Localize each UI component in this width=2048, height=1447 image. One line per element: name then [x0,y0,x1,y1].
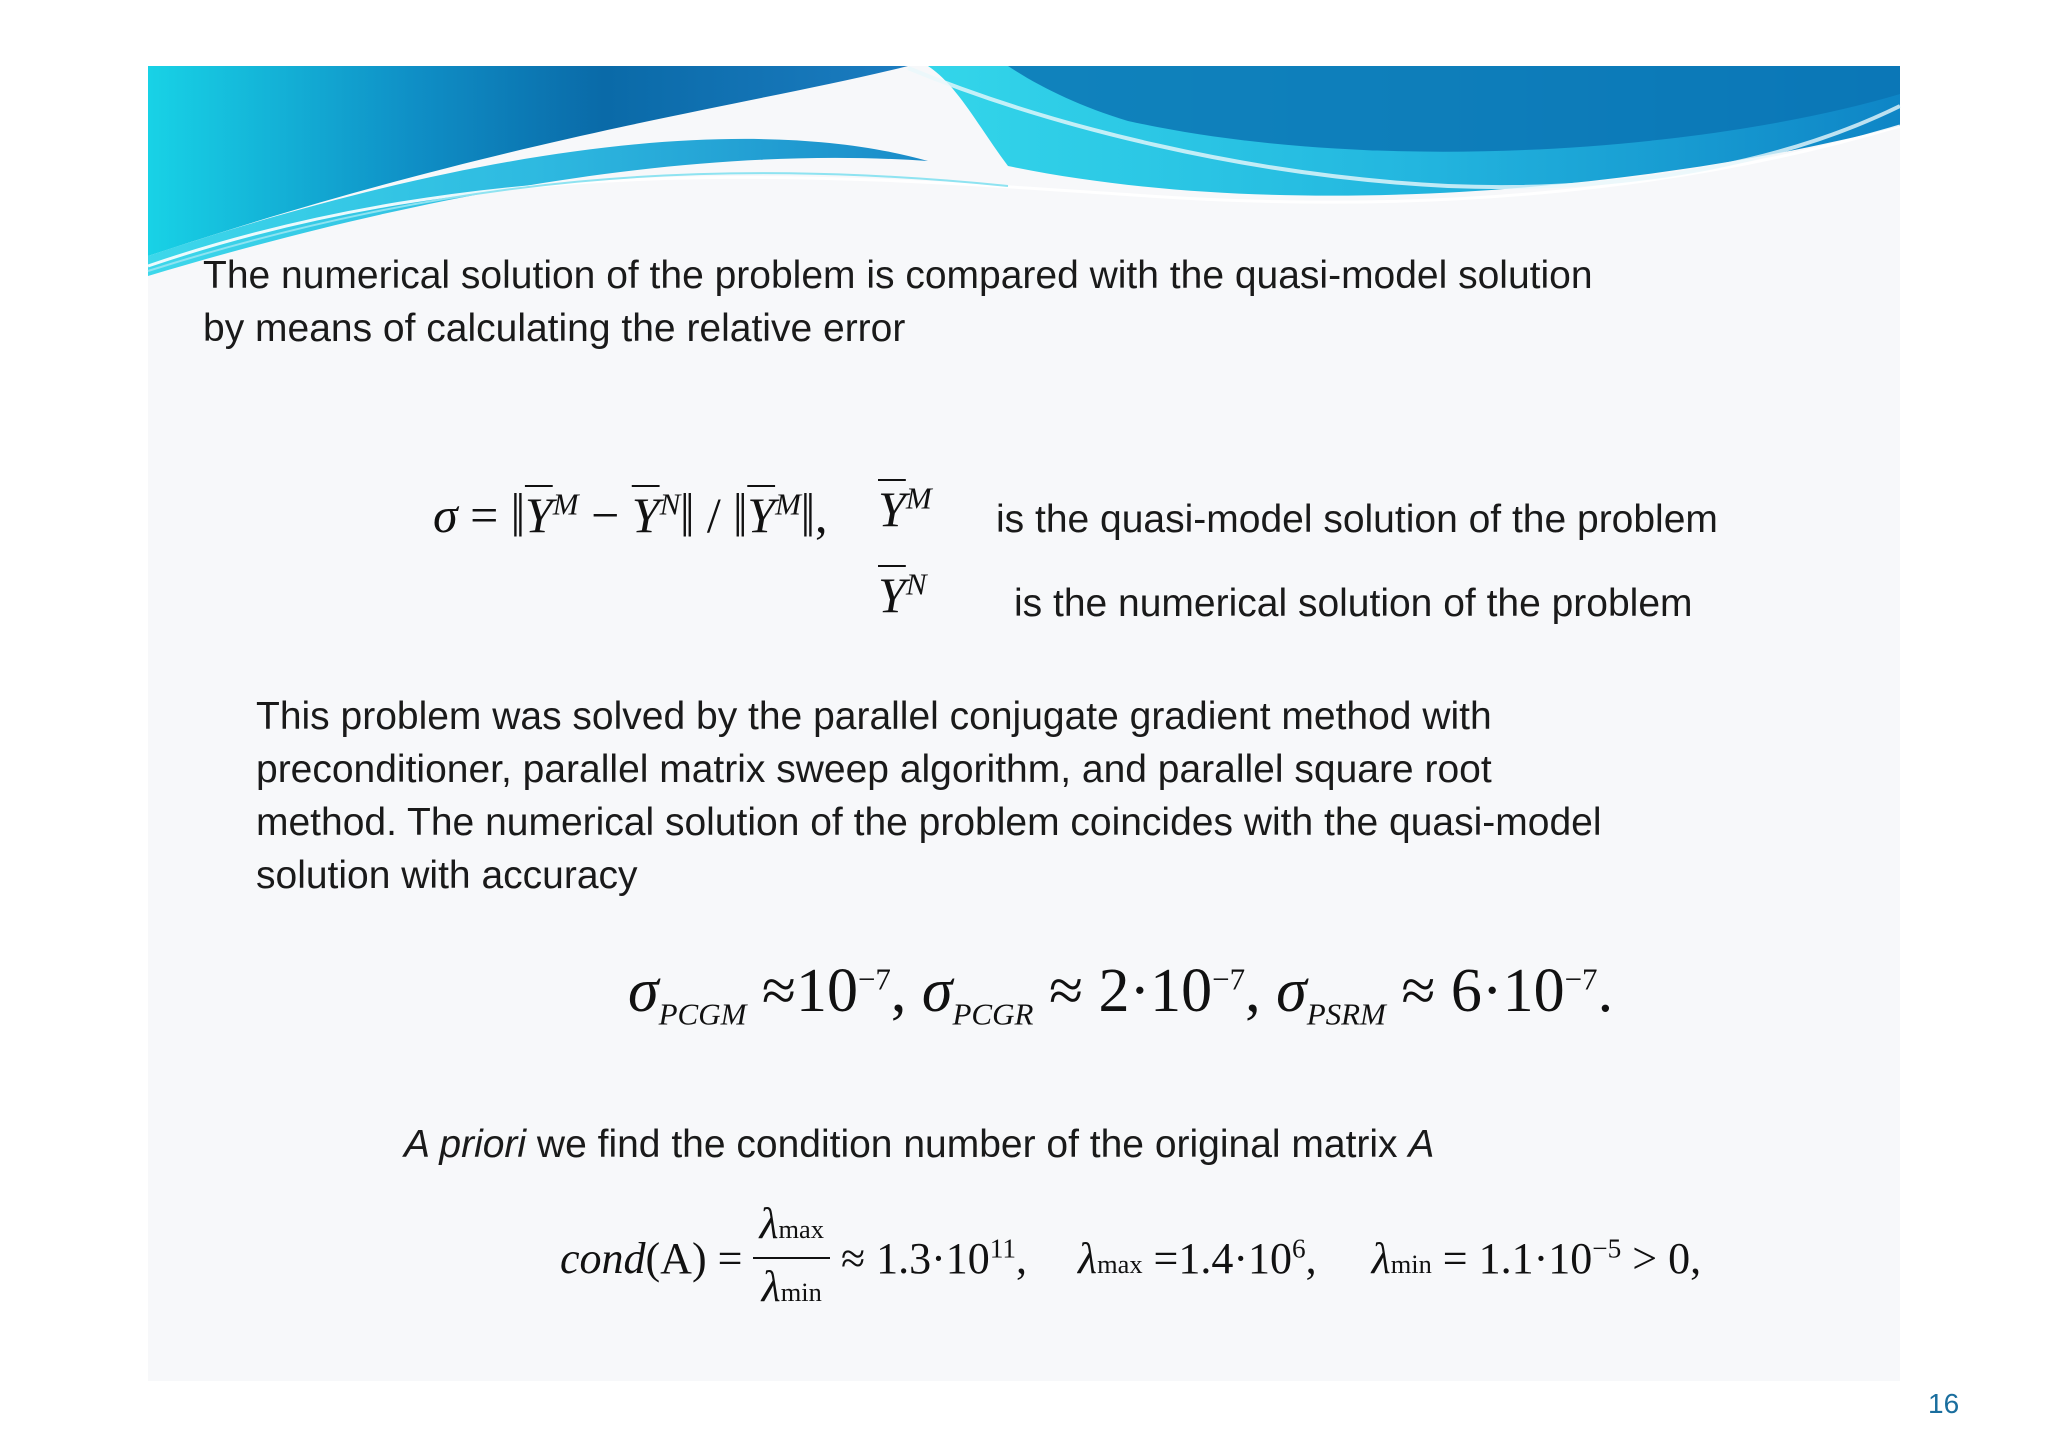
approx-sign: ≈ [761,957,796,1025]
division-slash: / [706,487,721,543]
accuracy-formula [628,956,1614,1032]
subscript-min: min [780,1277,822,1307]
lambda-min-value [1372,1233,1701,1284]
page-number: 16 [1928,1388,1960,1419]
method-paragraph [256,690,1602,902]
cond-value: ≈ $1.3\cdot 10^{11}$, [840,1232,1028,1283]
cond-value-text: ≈ 1.3·10 [840,1233,990,1283]
subscript-pcgr: PCGR [952,996,1034,1032]
superscript-m: M [775,486,801,522]
intro-paragraph [203,249,1593,355]
norm-bar-left: ‖ [510,480,525,550]
lambda-ratio-fraction [753,1196,830,1320]
equals-sign: = [470,487,499,543]
intro-line-1: The numerical solution of the problem is compared with the quasi-model solution [203,254,1593,297]
y-bar-symbol: $\overline{Y}$ [878,567,906,623]
lambda-max-value: $\lambda\max =1.4\cdot 10^6$, [1078,1232,1317,1283]
intro-line-2: by means of calculating the relative error [203,307,906,350]
exponent: 11 [989,1232,1017,1263]
method-line: This problem was solved by the parallel conjugate gradient method with [256,695,1492,738]
definition-symbol-ym [878,480,932,538]
exponent: 6 [1292,1232,1306,1263]
sigma-symbol: σ [1276,957,1307,1025]
sigma-symbol: σ [921,957,953,1025]
superscript-n: N [659,486,681,522]
y-bar-symbol: $\overline{Y}$ [747,487,776,543]
lambda-min-text: = 1.1·10 [1442,1233,1593,1283]
definition-text-quasi-model: is the quasi-model solution of the problem [996,498,1718,541]
subscript-min: min [1390,1248,1432,1279]
fraction-denominator [756,1259,828,1320]
apriori-sentence [404,1123,1434,1167]
norm-bar-right: ‖ [680,480,695,550]
lambda-symbol: λ [1078,1233,1098,1283]
fraction-numerator [753,1196,830,1259]
norm-bar-right: ‖ [800,480,815,550]
positivity-tail: > 0, [1632,1233,1702,1283]
approx-sign: ≈ [1048,957,1083,1025]
exponent: −5 [1592,1232,1622,1263]
method-line: preconditioner, parallel matrix sweep algorithm, and parallel square root [256,748,1492,791]
lambda-max-text: =1.4·10 [1153,1233,1292,1283]
superscript-m: M [552,486,579,522]
sigma-symbol: σ [628,957,659,1025]
coefficient: 2· [1098,957,1151,1025]
slide [148,66,1960,1419]
approx-sign: ≈ [1401,957,1436,1025]
coefficient: 6· [1450,957,1503,1025]
exponent: −7 [1564,961,1598,997]
condition-number-formula [560,1196,1701,1320]
base-ten: 10 [795,957,858,1025]
definition-text-numerical: is the numerical solution of the problem [1014,582,1693,625]
accuracy-term-psrm [1276,957,1614,1032]
subscript-psrm: PSRM [1306,996,1386,1032]
relative-error-formula [433,480,828,550]
separator: . [1597,957,1614,1025]
definition-symbol-yn [878,566,927,624]
superscript-m: M [905,480,932,516]
cond-argument: (A) [645,1233,707,1283]
apriori-lead: A priori [404,1123,527,1166]
header-swoosh-banner [148,66,1900,276]
superscript-n: N [905,566,927,602]
method-line: method. The numerical solution of the problem coincides with the quasi-model [256,801,1602,844]
exponent: −7 [857,961,891,997]
apriori-text: we find the condition number of the original matrix [526,1123,1409,1166]
norm-bar-left: ‖ [733,480,748,550]
separator: , [890,957,907,1025]
lambda-symbol: λ [761,1262,781,1311]
base-ten: 10 [1502,957,1565,1025]
y-bar-symbol: $\overline{Y}$ [878,481,906,537]
subscript-max: max [1097,1248,1143,1279]
sigma-symbol: σ [433,487,458,543]
cond-word: cond [560,1233,646,1283]
equals-sign: = [717,1233,743,1283]
comma: , [814,487,828,543]
minus-sign: − [591,487,620,543]
subscript-pcgm: PCGM [658,996,747,1032]
cond-label [560,1233,742,1284]
lambda-symbol: λ [759,1199,779,1248]
y-bar-symbol: $\overline{Y}$ [631,487,660,543]
subscript-max: max [778,1214,824,1244]
exponent: −7 [1212,961,1246,997]
method-line: solution with accuracy [256,854,638,897]
lambda-symbol: λ [1371,1233,1391,1283]
accuracy-term-pcgr [921,957,1276,1032]
matrix-symbol: A [1408,1123,1435,1166]
separator: , [1245,957,1261,1025]
accuracy-term-pcgm [628,957,922,1032]
base-ten: 10 [1150,957,1213,1025]
y-bar-symbol: $\overline{Y}$ [524,487,553,543]
